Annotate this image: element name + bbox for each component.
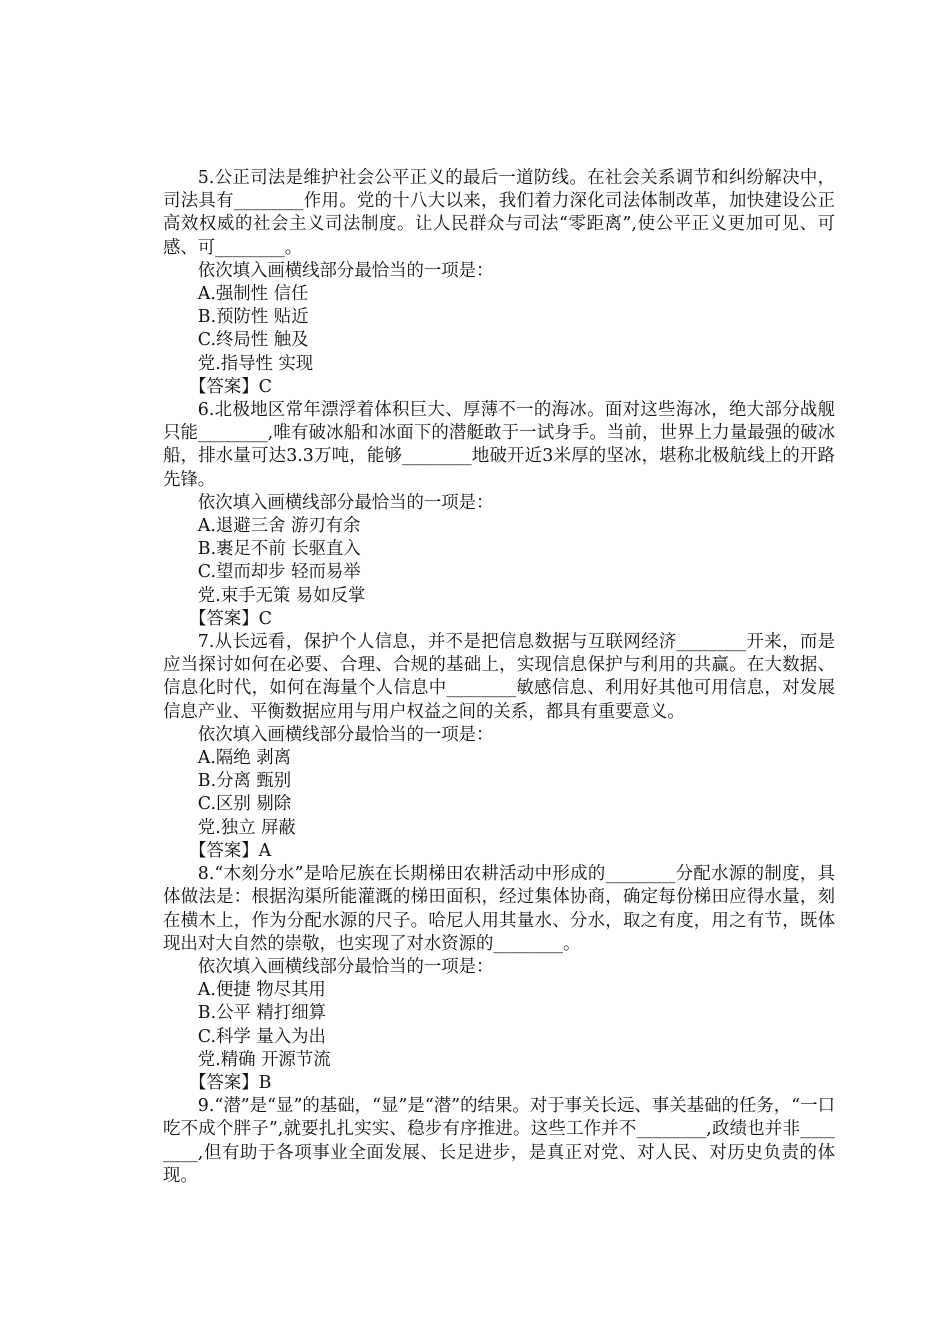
answer-line: 【答案】B [189, 1072, 272, 1093]
question-stem: 5.公正司法是维护社会公平正义的最后一道防线。在社会关系调节和纠纷解决中，司法具有________作用。党的十八大以来，我们着力深化司法体制改革，加快建设公正高效权威的社会主义司法制度。让人民群众与司法“零距离”,使公平正义更加可见、可感、可________。 [163, 168, 835, 258]
option-d: 党.指导性 实现 [197, 353, 314, 374]
option-c: C.望而却步 轻而易举 [197, 562, 361, 583]
answer-line: 【答案】C [189, 376, 272, 397]
option-c: C.终局性 触及 [197, 330, 309, 351]
option-a: A.隔绝 剥离 [197, 748, 291, 769]
option-c: C.区别 剔除 [197, 794, 292, 815]
question-prompt: 依次填入画横线部分最恰当的一项是： [197, 260, 494, 281]
option-a: A.退避三舍 游刃有余 [197, 516, 361, 537]
question-stem: 6.北极地区常年漂浮着体积巨大、厚薄不一的海冰。面对这些海冰，绝大部分战舰只能________,唯有破冰船和冰面下的潜艇敢于一试身手。当前，世界上力量最强的破冰船，排水量可达3.3万吨，能够________地破开近3米厚的坚冰，堪称北极航线上的开路先锋。 [163, 400, 835, 490]
question-stem: 8.“木刻分水”是哈尼族在长期梯田农耕活动中形成的________分配水源的制度，具体做法是：根据沟渠所能灌溉的梯田面积，经过集体协商，确定每份梯田应得水量，刻在横木上，作为分配水源的尺子。哈尼人用其量水、分水，取之有度，用之有节，既体现出对大自然的崇敬，也实现了对水资源的________。 [163, 864, 835, 954]
question-5 [163, 167, 835, 399]
option-c: C.科学 量入为出 [197, 1026, 326, 1047]
answer-line: 【答案】C [189, 608, 272, 629]
option-a: A.便捷 物尽其用 [197, 980, 326, 1001]
option-b: B.预防性 贴近 [197, 307, 309, 328]
question-8 [163, 863, 835, 1095]
document-page [163, 167, 835, 1188]
question-stem: 9.“潜”是“显”的基础，“显”是“潜”的结果。对于事关长远、事关基础的任务，“一口吃不成个胖子”,就要扎扎实实、稳步有序推进。这些工作并不________,政绩也并非________,但有助于各项事业全面发展、长足进步，是真正对党、对人民、对历史负责的体现。 [163, 1096, 835, 1186]
question-prompt: 依次填入画横线部分最恰当的一项是： [197, 956, 494, 977]
question-stem: 7.从长远看，保护个人信息，并不是把信息数据与互联网经济________开来，而是应当探讨如何在必要、合理、合规的基础上，实现信息保护与利用的共赢。在大数据、信息化时代，如何在海量个人信息中________敏感信息、利用好其他可用信息，对发展信息产业、平衡数据应用与用户权益之间的关系，都具有重要意义。 [163, 632, 835, 722]
option-d: 党.束手无策 易如反掌 [197, 585, 366, 606]
answer-line: 【答案】A [189, 840, 272, 861]
question-9 [163, 1095, 835, 1188]
option-b: B.裹足不前 长驱直入 [197, 539, 361, 560]
option-a: A.强制性 信任 [197, 284, 309, 305]
question-prompt: 依次填入画横线部分最恰当的一项是： [197, 724, 494, 745]
question-prompt: 依次填入画横线部分最恰当的一项是： [197, 492, 494, 513]
option-d: 党.精确 开源节流 [197, 1049, 331, 1070]
option-b: B.分离 甄别 [197, 771, 292, 792]
question-6 [163, 399, 835, 631]
option-d: 党.独立 屏蔽 [197, 817, 296, 838]
question-7 [163, 631, 835, 863]
option-b: B.公平 精打细算 [197, 1003, 326, 1024]
